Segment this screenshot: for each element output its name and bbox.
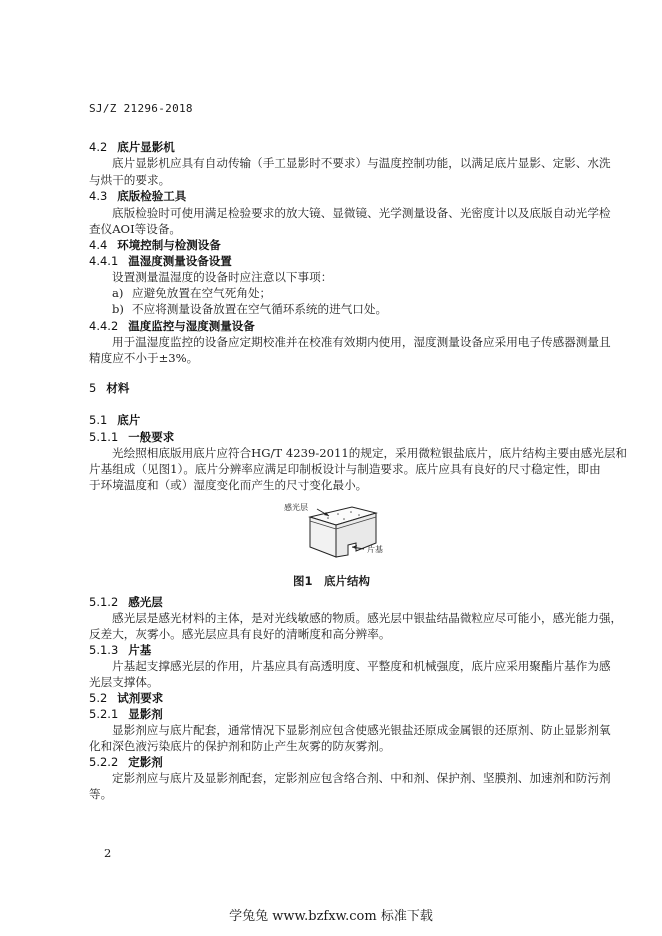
footer-watermark: 学兔兔 www.bzfxw.com 标准下载 (229, 909, 433, 924)
paragraph-line: 查仪AOI等设备。 (89, 222, 182, 236)
paragraph-line: 底版检验时可使用满足检验要求的放大镜、显微镜、光学测量设备、光密度计以及底版自动光学检 (112, 206, 611, 220)
heading-5-1-3: 5.1.3 片基 (89, 643, 152, 657)
paragraph-line: 片基起支撑感光层的作用，片基应具有高透明度、平整度和机械强度，底片应采用聚酯片基作为感 (112, 659, 611, 673)
paragraph-line: 光绘照相底版用底片应符合HG/T 4239-2011的规定，采用微粒银盐底片，底片结构主要由感光层和 (112, 446, 628, 460)
figure-caption: 图1 底片结构 (293, 574, 371, 588)
page-number: 2 (104, 846, 112, 860)
figure-label-emulsion: 感光层 (284, 503, 308, 512)
paragraph-line: 显影剂应与底片配套，通常情况下显影剂应包含使感光银盐还原成金属银的还原剂、防止显影剂氧 (112, 723, 611, 737)
heading-4-4-2: 4.4.2 温度监控与湿度测量设备 (89, 319, 255, 333)
standard-number: SJ/Z 21296-2018 (89, 102, 193, 115)
heading-5-1-1: 5.1.1 一般要求 (89, 430, 175, 444)
paragraph-line: 设置测量温湿度的设备时应注意以下事项： (112, 270, 333, 284)
film-structure-diagram (296, 499, 386, 569)
paragraph-line: 等。 (89, 787, 113, 801)
heading-5: 5 材料 (89, 381, 130, 395)
heading-4-4-1: 4.4.1 温湿度测量设备设置 (89, 254, 232, 268)
list-item: a) 应避免放置在空气死角处； (112, 286, 272, 300)
heading-5-2-2: 5.2.2 定影剂 (89, 755, 163, 769)
paragraph-line: 底片显影机应具有自动传输（手工显影时不要求）与温度控制功能，以满足底片显影、定影、水洗 (112, 156, 611, 170)
paragraph-line: 于环境温度和（或）湿度变化而产生的尺寸变化最小。 (89, 478, 368, 492)
heading-5-2: 5.2 试剂要求 (89, 691, 164, 705)
paragraph-line: 片基组成（见图1）。底片分辨率应满足印制板设计与制造要求。底片应具有良好的尺寸稳定性，即由 (89, 462, 601, 476)
film-structure-figure (284, 499, 386, 569)
figure-label-base: 片基 (367, 545, 383, 554)
paragraph-line: 精度应不小于±3%。 (89, 351, 199, 365)
heading-5-1-2: 5.1.2 感光层 (89, 595, 163, 609)
paragraph-line: 感光层是感光材料的主体，是对光线敏感的物质。感光层中银盐结晶微粒应尽可能小，感光能力强， (112, 611, 623, 625)
heading-5-1: 5.1 底片 (89, 413, 141, 427)
paragraph-line: 用于温湿度监控的设备应定期校准并在校准有效期内使用，湿度测量设备应采用电子传感器测量且 (112, 335, 611, 349)
heading-4-4: 4.4 环境控制与检测设备 (89, 238, 221, 252)
paragraph-line: 反差大，灰雾小。感光层应具有良好的清晰度和高分辨率。 (89, 627, 391, 641)
heading-4-3: 4.3 底版检验工具 (89, 189, 187, 203)
paragraph-line: 与烘干的要求。 (89, 173, 171, 187)
heading-5-2-1: 5.2.1 显影剂 (89, 707, 163, 721)
list-item: b) 不应将测量设备放置在空气循环系统的进气口处。 (112, 302, 388, 316)
paragraph-line: 光层支撑体。 (89, 675, 159, 689)
paragraph-line: 化和深色液污染底片的保护剂和防止产生灰雾的防灰雾剂。 (89, 739, 391, 753)
paragraph-line: 定影剂应与底片及显影剂配套，定影剂应包含络合剂、中和剂、保护剂、坚膜剂、加速剂和防污剂 (112, 771, 611, 785)
heading-4-2: 4.2 底片显影机 (89, 140, 175, 154)
